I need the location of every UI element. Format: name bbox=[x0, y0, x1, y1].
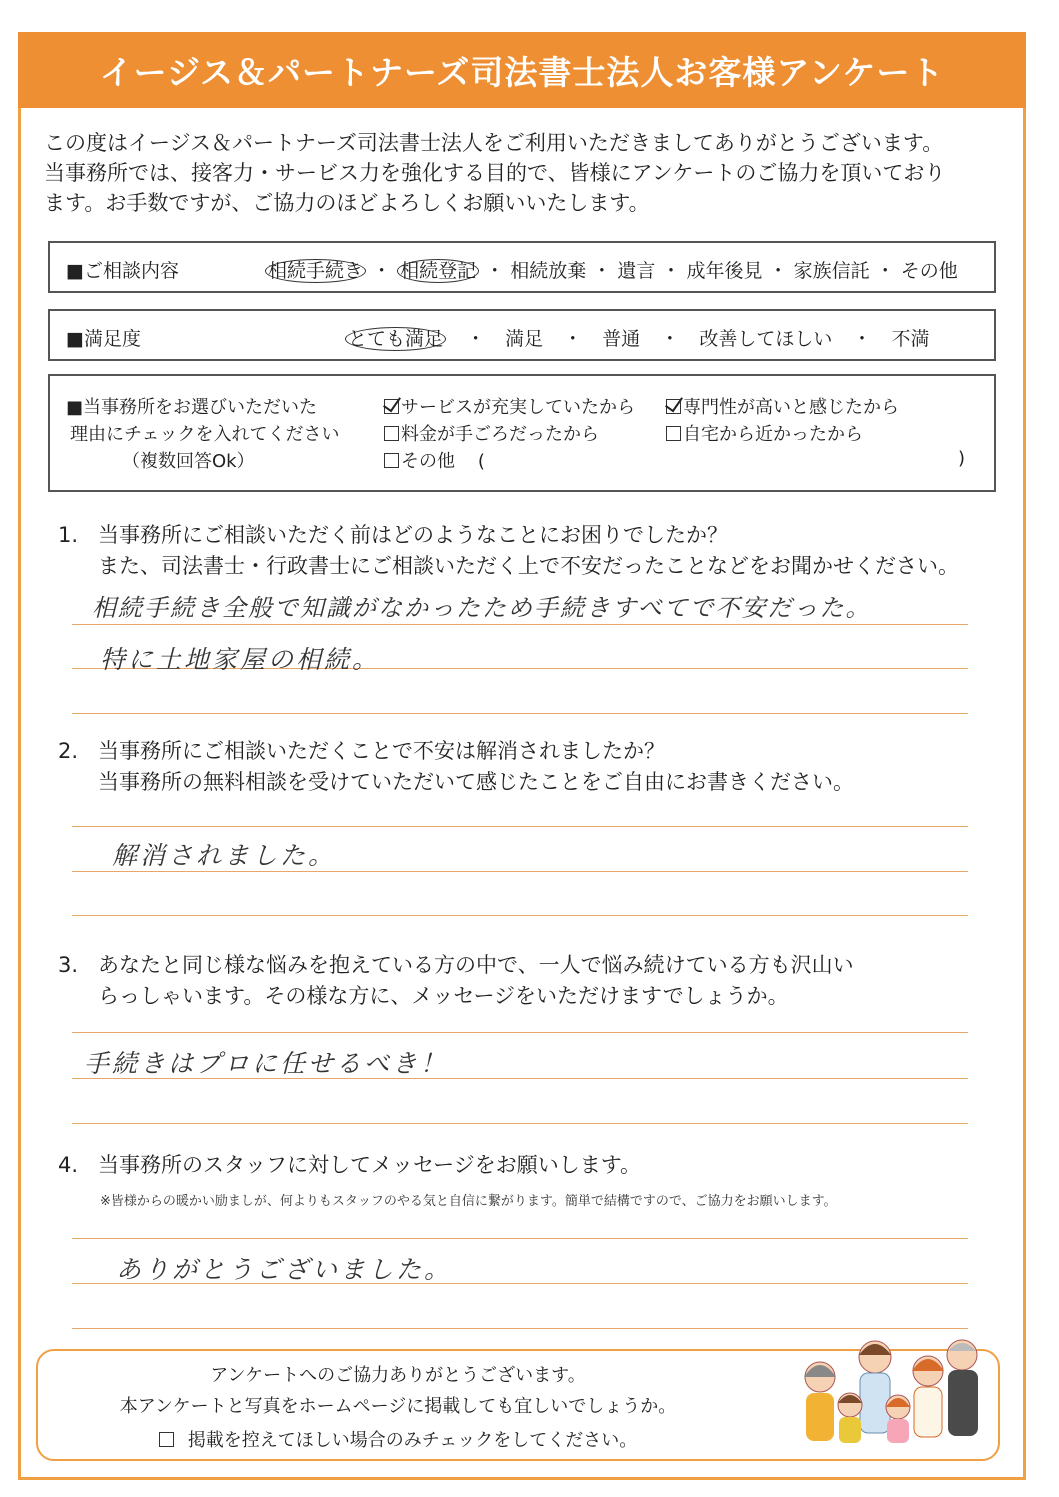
satisfaction-box bbox=[48, 309, 996, 361]
reasons-label-line-2: 理由にチェックを入れてください bbox=[70, 424, 340, 445]
answer-4[interactable]: ありがとうございました。 bbox=[116, 1255, 453, 1284]
reason-price[interactable] bbox=[384, 421, 635, 448]
question-number: 1. bbox=[58, 523, 79, 547]
option-manzoku[interactable]: 満足 bbox=[505, 328, 544, 350]
question-number: 4. bbox=[58, 1153, 79, 1177]
option-seinen-koken[interactable]: 成年後見 bbox=[686, 260, 763, 282]
separator: ・ bbox=[485, 260, 505, 282]
reasons-label-line-1: ■当事務所をお選びいただいた bbox=[66, 397, 318, 418]
question-text: 当事務所のスタッフに対してメッセージをお願いします。 bbox=[98, 1153, 642, 1177]
question-3 bbox=[58, 950, 854, 1012]
option-yuigon[interactable]: 遺言 bbox=[617, 260, 656, 282]
option-fuman[interactable]: 不満 bbox=[891, 328, 930, 350]
answer-line bbox=[72, 1123, 968, 1124]
option-totemo-manzoku[interactable]: とても満足 bbox=[345, 327, 446, 351]
question-subtext: らっしゃいます。その様な方に、メッセージをいただけますでしょうか。 bbox=[98, 984, 789, 1008]
answer-2[interactable]: 解消されました。 bbox=[112, 841, 337, 870]
question-1 bbox=[58, 520, 959, 582]
consultation-box bbox=[48, 241, 996, 293]
reason-service[interactable] bbox=[384, 394, 635, 421]
separator: ・ bbox=[372, 260, 392, 282]
footer-permission-question: 本アンケートと写真をホームページに掲載しても宜しいでしょうか。 bbox=[119, 1396, 677, 1417]
question-4 bbox=[58, 1150, 641, 1181]
question-number: 2. bbox=[58, 739, 79, 763]
answer-line bbox=[72, 915, 968, 916]
paren-open: ( bbox=[477, 451, 485, 472]
option-futsu[interactable]: 普通 bbox=[602, 328, 641, 350]
answer-1-line-2[interactable]: 特に土地家屋の相続。 bbox=[100, 645, 381, 674]
question-4-note: ※皆様からの暖かい励ましが、何よりもスタッフのやる気と自信に繋がります。簡単で結構ですので、ご協力をお願いします。 bbox=[100, 1194, 837, 1209]
answer-line bbox=[72, 624, 968, 625]
reasons-options-col2 bbox=[666, 394, 899, 448]
separator: ・ bbox=[466, 328, 486, 350]
answer-line bbox=[72, 1238, 968, 1239]
answer-line bbox=[72, 713, 968, 714]
answer-line bbox=[72, 1032, 968, 1033]
question-subtext: また、司法書士・行政書士にご相談いただく上で不安だったことなどをお聞かせください。 bbox=[98, 554, 959, 578]
publish-optout-checkbox[interactable] bbox=[159, 1432, 174, 1447]
answer-line bbox=[72, 826, 968, 827]
reason-price-label: 料金が手ごろだったから bbox=[401, 424, 599, 445]
satisfaction-options bbox=[345, 324, 930, 351]
separator: ・ bbox=[563, 328, 583, 350]
footer-box bbox=[36, 1349, 1000, 1461]
checkbox-icon[interactable] bbox=[384, 453, 399, 468]
satisfaction-label: ■満足度 bbox=[66, 328, 141, 350]
separator: ・ bbox=[768, 260, 788, 282]
reasons-box bbox=[48, 374, 996, 492]
separator: ・ bbox=[660, 328, 680, 350]
intro-line-1: この度はイージス＆パートナーズ司法書士法人をご利用いただきましてありがとうございます。 bbox=[44, 131, 944, 155]
answer-1-line-1[interactable]: 相続手続き全般で知識がなかったため手続きすべてで不安だった。 bbox=[92, 594, 872, 622]
reason-near-home-label: 自宅から近かったから bbox=[683, 424, 863, 445]
question-subtext: 当事務所の無料相談を受けていただいて感じたことをご自由にお書きください。 bbox=[98, 770, 854, 794]
question-text: あなたと同じ様な悩みを抱えている方の中で、一人で悩み続けている方も沢山い bbox=[98, 953, 854, 977]
question-text: 当事務所にご相談いただく前はどのようなことにお困りでしたか？ bbox=[98, 523, 728, 547]
question-number: 3. bbox=[58, 953, 79, 977]
reason-other-label: その他 bbox=[401, 451, 455, 472]
footer-checkbox-label: 掲載を控えてほしい場合のみチェックをしてください。 bbox=[187, 1430, 638, 1451]
intro-line-3: ます。お手数ですが、ご協力のほどよろしくお願いいたします。 bbox=[44, 191, 650, 215]
paren-close: ) bbox=[958, 448, 966, 469]
option-sozoku-tetsuzuki[interactable]: 相続手続き bbox=[265, 259, 366, 283]
question-text: 当事務所にご相談いただくことで不安は解消されましたか？ bbox=[98, 739, 665, 763]
footer-checkbox-row[interactable] bbox=[38, 1426, 758, 1452]
separator: ・ bbox=[592, 260, 612, 282]
checkbox-icon[interactable] bbox=[666, 426, 681, 441]
checkbox-icon[interactable] bbox=[666, 399, 681, 414]
reasons-label-line-3: （複数回答Ok） bbox=[122, 451, 255, 472]
reason-other[interactable] bbox=[384, 448, 635, 475]
option-sozoku-toki[interactable]: 相続登記 bbox=[397, 259, 479, 283]
reason-expertise-label: 専門性が高いと感じたから bbox=[683, 397, 899, 418]
separator: ・ bbox=[661, 260, 681, 282]
family-illustration bbox=[790, 1327, 990, 1457]
question-2 bbox=[58, 736, 854, 798]
footer-thanks: アンケートへのご協力ありがとうございます。 bbox=[210, 1365, 586, 1386]
survey-title: イージス＆パートナーズ司法書士法人お客様アンケート bbox=[18, 32, 1026, 108]
reason-expertise[interactable] bbox=[666, 394, 899, 421]
answer-3[interactable]: 手続きはプロに任せるべき！ bbox=[84, 1049, 449, 1078]
consultation-options bbox=[265, 256, 958, 283]
intro-text bbox=[44, 128, 1004, 218]
reasons-label bbox=[66, 394, 339, 475]
reasons-options-col1 bbox=[384, 394, 635, 475]
separator: ・ bbox=[852, 328, 872, 350]
option-sozoku-hoki[interactable]: 相続放棄 bbox=[510, 260, 587, 282]
checkbox-icon[interactable] bbox=[384, 426, 399, 441]
intro-line-2: 当事務所では、接客力・サービス力を強化する目的で、皆様にアンケートのご協力を頂いており bbox=[44, 161, 946, 185]
consultation-label: ■ご相談内容 bbox=[66, 260, 179, 282]
option-kazoku-shintaku[interactable]: 家族信託 bbox=[793, 260, 870, 282]
reason-near-home[interactable] bbox=[666, 421, 899, 448]
option-kaizen[interactable]: 改善してほしい bbox=[699, 328, 833, 350]
checkbox-icon[interactable] bbox=[384, 399, 399, 414]
reason-service-label: サービスが充実していたから bbox=[401, 397, 635, 418]
option-sonota[interactable]: その他 bbox=[900, 260, 958, 282]
separator: ・ bbox=[875, 260, 895, 282]
